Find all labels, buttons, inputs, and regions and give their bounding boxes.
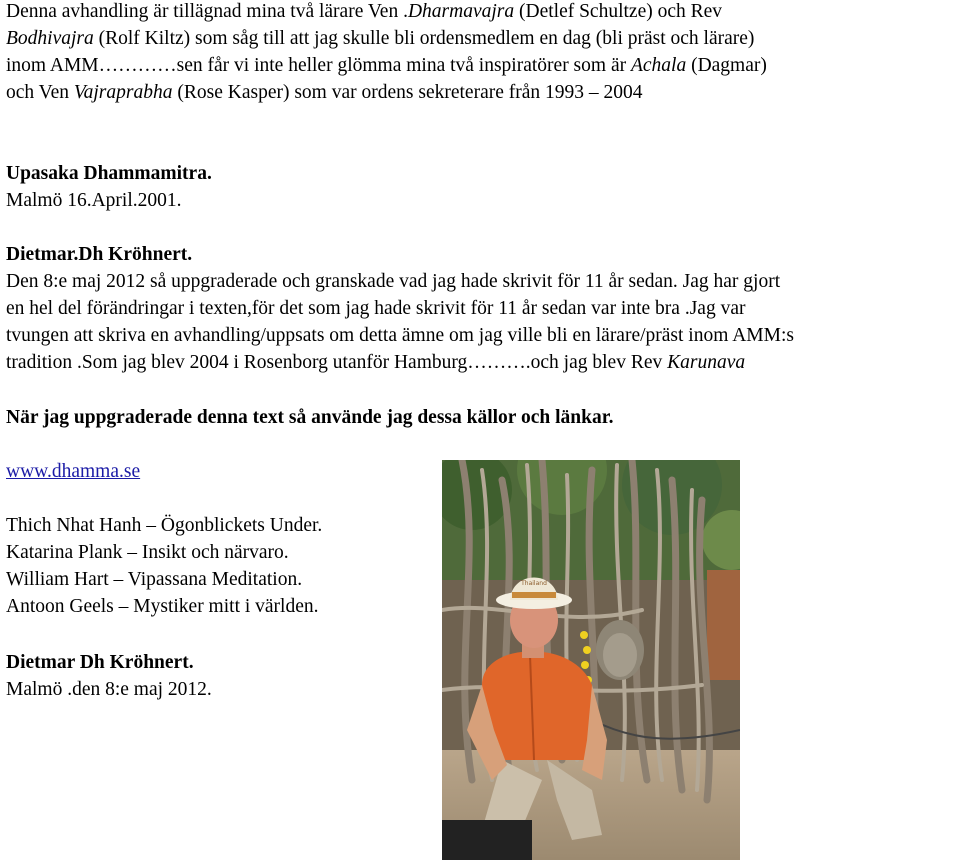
- book-item: Thich Nhat Hanh – Ögonblickets Under.: [6, 515, 323, 536]
- name-italic: Dharmavajra: [407, 1, 515, 22]
- hat-text: Thailand: [521, 580, 547, 587]
- dedication-line-1: [6, 0, 722, 25]
- book-item: Antoon Geels – Mystiker mitt i världen.: [6, 596, 319, 617]
- dedication-line-2: [6, 25, 754, 52]
- text: (Rolf Kiltz) som såg till att jag skulle bli ordensmedlem en dag (bli präst och lärare): [93, 28, 755, 49]
- photo-man-at-banyan-tree: [442, 460, 740, 860]
- sources-heading: När jag uppgraderade denna text så använde jag dessa källor och länkar.: [6, 407, 614, 428]
- text: (Dagmar): [686, 55, 767, 76]
- text: inom AMM…………sen får vi inte heller glömma mina två inspiratörer som är: [6, 55, 631, 76]
- link-row: [6, 458, 140, 485]
- text: Denna avhandling är tillägnad mina två lärare Ven .: [6, 1, 408, 22]
- signature-name-1: Upasaka Dhammamitra.: [6, 163, 212, 184]
- text: tradition .Som jag blev 2004 i Rosenborg utanför Hamburg……….och jag blev Rev: [6, 352, 668, 373]
- dhamma-link[interactable]: www.dhamma.se: [6, 461, 141, 482]
- closing-place-date: Malmö .den 8:e maj 2012.: [6, 679, 212, 700]
- dedication-line-3: [6, 52, 767, 79]
- closing-name: Dietmar Dh Kröhnert.: [6, 652, 194, 673]
- signature-name-2: Dietmar.Dh Kröhnert.: [6, 244, 193, 265]
- book-item: William Hart – Vipassana Meditation.: [6, 569, 303, 590]
- signature-place-date-1: Malmö 16.April.2001.: [6, 190, 182, 211]
- update-line-2: en hel del förändringar i texten,för det som jag hade skrivit för 11 år sedan var inte bra .Jag var: [6, 298, 746, 319]
- name-italic: Karunava: [667, 352, 746, 373]
- name-italic: Bodhivajra: [6, 28, 94, 49]
- name-italic: Achala: [630, 55, 687, 76]
- update-line-1: Den 8:e maj 2012 så uppgraderade och granskade vad jag hade skrivit för 11 år sedan. Jag har gjort: [6, 271, 781, 292]
- text: och Ven: [6, 82, 74, 103]
- name-italic: Vajraprabha: [73, 82, 173, 103]
- text: (Rose Kasper) som var ordens sekreterare från 1993 – 2004: [172, 82, 643, 103]
- book-item: Katarina Plank – Insikt och närvaro.: [6, 542, 289, 563]
- text: (Detlef Schultze) och Rev: [514, 1, 723, 22]
- dedication-line-4: [6, 79, 643, 106]
- update-line-4: [6, 349, 745, 376]
- update-line-3: tvungen att skriva en avhandling/uppsats om detta ämne om jag ville bli en lärare/präst inom AMM:s: [6, 325, 794, 346]
